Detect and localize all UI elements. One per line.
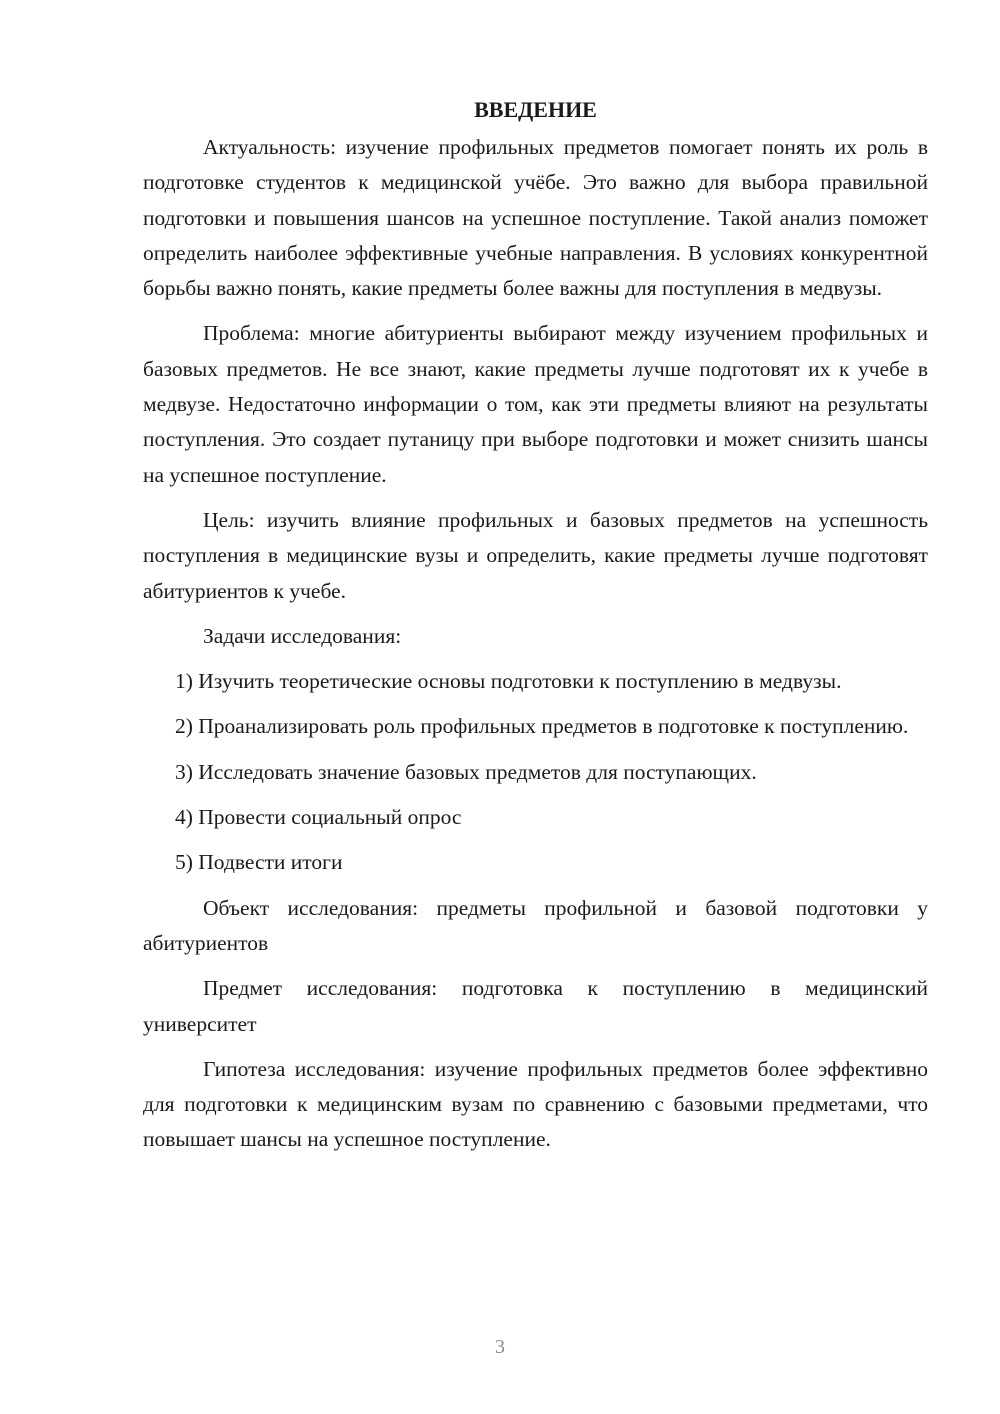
paragraph-problem: Проблема: многие абитуриенты выбирают между изучением профильных и базовых предметов. Не все знают, какие предметы лучше подготовят их к учебе в медвузе. Недостаточно информации о том, как эти предметы влияют на результаты поступления. Это создает путаницу при выборе подготовки и может снизить шансы на успешное поступление. xyxy=(143,321,928,487)
paragraph-relevance: Актуальность: изучение профильных предметов помогает понять их роль в подготовке студентов к медицинской учёбе. Это важно для выбора правильной подготовки и повышения шансов на успешное поступление. Такой анализ поможет определить наиболее эффективные учебные направления. В условиях конкурентной борьбы важно понять, какие предметы более важны для поступления в медвузы. xyxy=(143,135,928,301)
paragraph-goal: Цель: изучить влияние профильных и базовых предметов на успешность поступления в медицинские вузы и определить, какие предметы лучше подготовят абитуриентов к учебе. xyxy=(143,507,928,603)
task-item: 3) Исследовать значение базовых предметов для поступающих. xyxy=(175,759,757,784)
task-item: 1) Изучить теоретические основы подготовки к поступлению в медвузы. xyxy=(175,669,842,694)
paragraph-object: Объект исследования: предметы профильной и базовой подготовки у абитуриентов xyxy=(143,895,928,955)
paragraph-subject: Предмет исследования: подготовка к поступлению в медицинский университет xyxy=(143,976,928,1036)
tasks-list xyxy=(143,664,928,880)
tasks-title: Задачи исследования: xyxy=(203,623,402,648)
section-heading: ВВЕДЕНИЕ xyxy=(474,97,597,122)
page-number: 3 xyxy=(495,1336,505,1358)
task-item: 2) Проанализировать роль профильных предметов в подготовке к поступлению. xyxy=(175,714,909,739)
document-page xyxy=(143,92,928,1168)
paragraph-hypothesis: Гипотеза исследования: изучение профильных предметов более эффективно для подготовки к медицинским вузам по сравнению с базовыми предметами, что повышает шансы на успешное поступление. xyxy=(143,1056,928,1152)
task-item: 5) Подвести итоги xyxy=(175,850,343,875)
task-item: 4) Провести социальный опрос xyxy=(175,805,462,830)
